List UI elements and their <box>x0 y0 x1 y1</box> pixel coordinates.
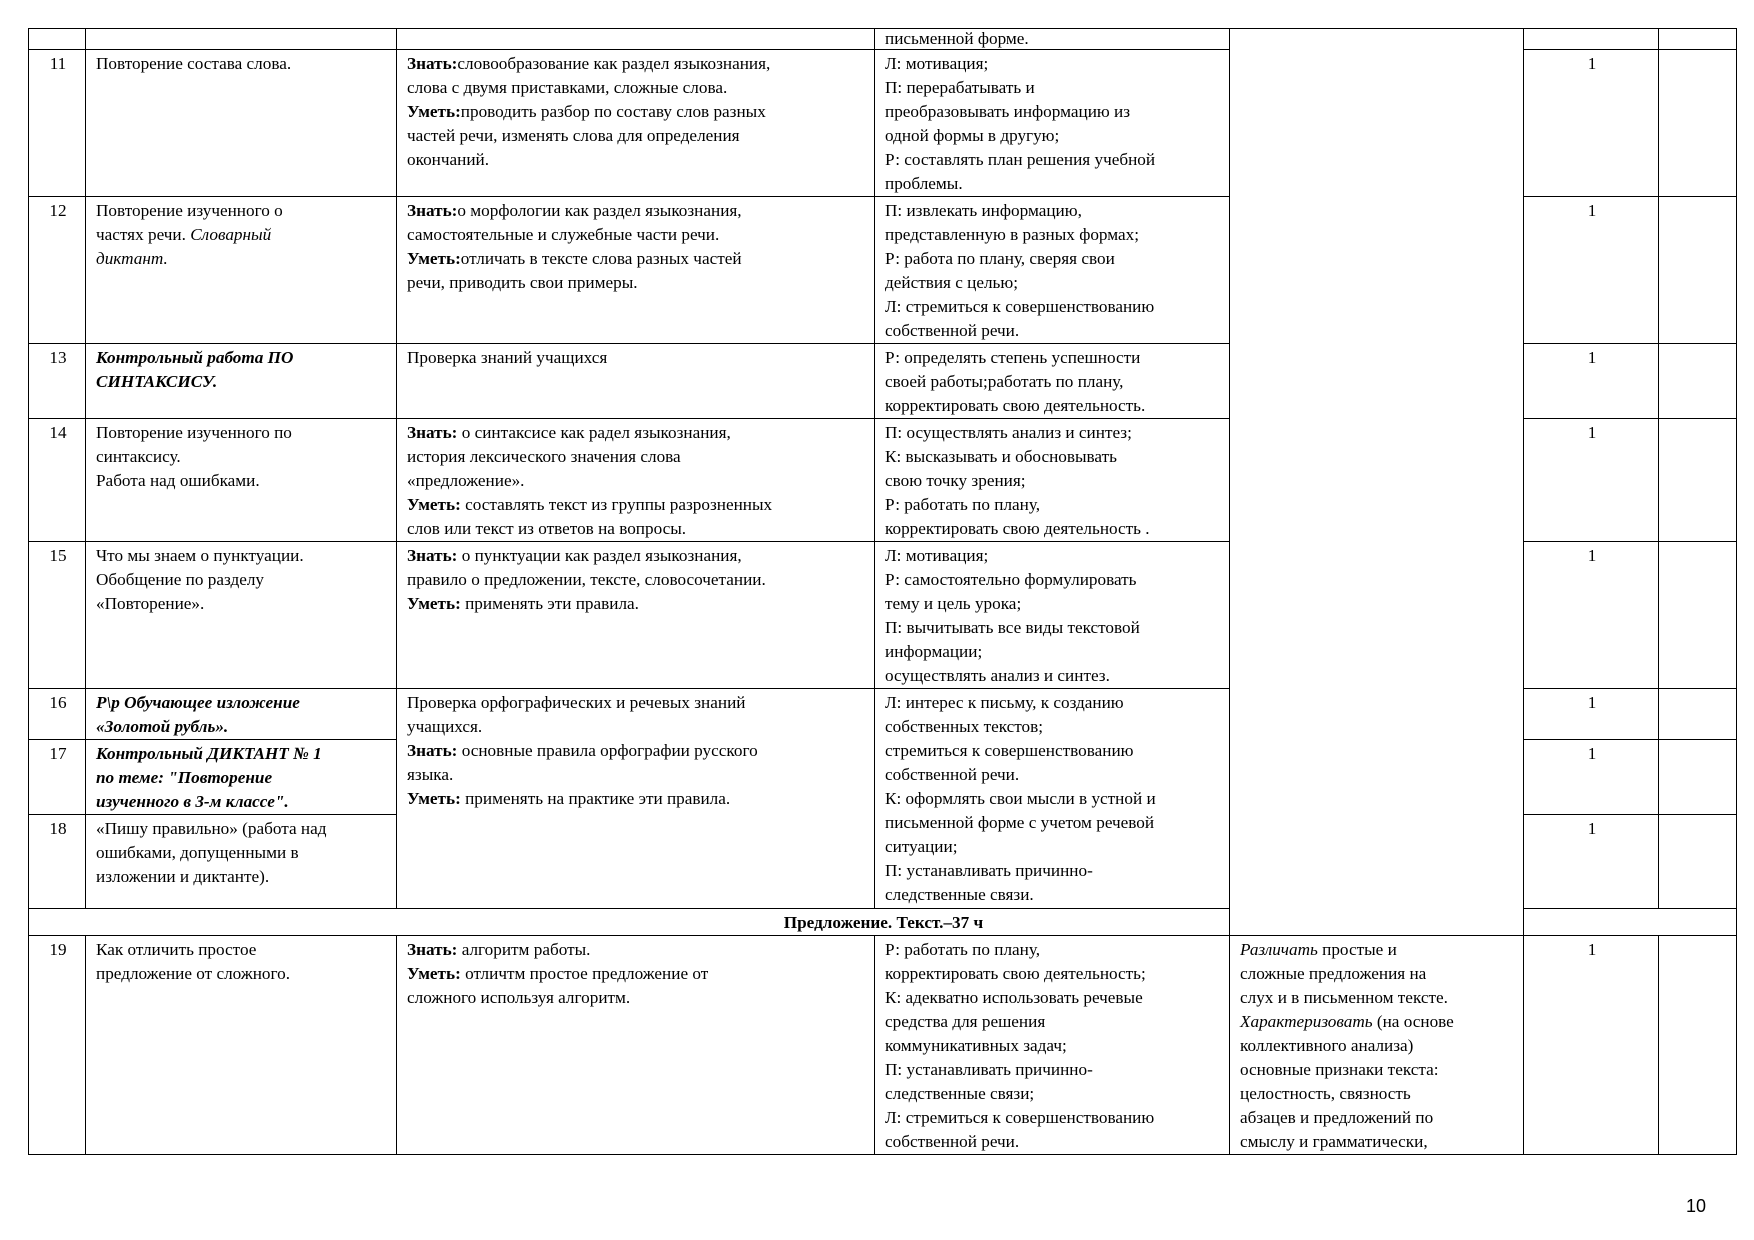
topic-line <box>96 223 388 247</box>
empty-cell <box>1659 419 1737 542</box>
can-line <box>407 247 866 271</box>
topic-italic-line: диктант. <box>96 249 168 268</box>
can-line <box>407 100 866 124</box>
content-line: Проверка знаний учащихся <box>407 348 608 367</box>
topic-cell <box>86 815 397 909</box>
can-line <box>407 148 866 172</box>
topic-line: «Золотой рубль». <box>96 717 229 736</box>
know-text: алгоритм работы. <box>457 940 591 959</box>
can-line <box>407 124 866 148</box>
lesson-number-cell <box>29 740 86 815</box>
topic-cell <box>86 419 397 542</box>
know-line <box>407 52 866 76</box>
topic-line: по теме: "Повторение <box>96 768 273 787</box>
topic-line <box>96 469 388 493</box>
uud-cell <box>875 542 1230 689</box>
can-text: применять на практике эти правила. <box>460 789 731 808</box>
hours-cell <box>1524 197 1659 344</box>
lesson-plan-table <box>28 28 1737 1155</box>
lesson-number: 12 <box>49 201 67 220</box>
know-text: история лексического значения слова <box>407 447 681 466</box>
uud-cell <box>875 197 1230 344</box>
know-line <box>407 568 866 592</box>
know-text: о пунктуации как раздел языкознания, <box>457 546 742 565</box>
uud-line: К: оформлять свои мысли в устной и <box>885 789 1156 808</box>
empty-cell <box>1659 197 1737 344</box>
can-line <box>407 271 866 295</box>
uud-line: стремиться к совершенствованию <box>885 741 1134 760</box>
can-text: слов или текст из ответов на вопросы. <box>407 519 687 538</box>
can-line <box>407 493 866 517</box>
can-label: Уметь: <box>407 594 461 613</box>
topic-line <box>96 938 388 962</box>
topic-line <box>96 865 388 889</box>
content-cell <box>397 542 875 689</box>
know-line <box>407 445 866 469</box>
know-text: словообразование как раздел языкознания, <box>457 54 771 73</box>
topic-line <box>96 962 388 986</box>
can-text: окончаний. <box>407 150 490 169</box>
lesson-number-cell <box>29 542 86 689</box>
hours-value: 1 <box>1587 546 1597 565</box>
activity-text: коллективного анализа) <box>1240 1036 1414 1055</box>
topic-line: Р\р Обучающее изложение <box>96 693 300 712</box>
can-text: отличать в тексте слова разных частей <box>460 249 742 268</box>
hours-value: 1 <box>1587 940 1597 959</box>
topic-text: Что мы знаем о пунктуации. <box>96 546 304 565</box>
uud-line: корректировать свою деятельность . <box>885 519 1150 538</box>
can-line <box>407 592 866 616</box>
know-label: Знать: <box>407 54 458 73</box>
can-text: отличтм простое предложение от <box>460 964 709 983</box>
hours-value: 1 <box>1587 819 1597 838</box>
uud-line: П: вычитывать все виды текстовой <box>885 618 1140 637</box>
uud-line: П: перерабатывать и <box>885 78 1035 97</box>
uud-line: письменной форме. <box>885 29 1029 48</box>
know-line <box>407 223 866 247</box>
uud-line: Л: стремиться к совершенствованию <box>885 1108 1155 1127</box>
can-line <box>407 986 866 1010</box>
topic-text: Повторение изученного по <box>96 423 292 442</box>
topic-cell <box>86 740 397 815</box>
activity-text: абзацев и предложений по <box>1240 1108 1434 1127</box>
content-cell <box>397 936 875 1155</box>
know-line <box>407 938 866 962</box>
empty-cell <box>1659 815 1737 909</box>
topic-line <box>96 817 388 841</box>
empty-cell <box>86 29 397 50</box>
topic-line <box>96 199 388 223</box>
activity-text: смыслу и грамматически, <box>1240 1132 1428 1151</box>
content-cell <box>397 344 875 419</box>
uud-cell <box>875 344 1230 419</box>
lesson-number: 15 <box>49 546 67 565</box>
uud-line: П: устанавливать причинно- <box>885 1060 1093 1079</box>
uud-line: коммуникативных задач; <box>885 1036 1067 1055</box>
uud-line: Л: интерес к письму, к созданию <box>885 693 1124 712</box>
uud-line: проблемы. <box>885 174 963 193</box>
activity-text: простые и <box>1317 940 1397 959</box>
activity-line <box>1240 938 1515 962</box>
can-line <box>407 962 866 986</box>
uud-line: Р: работать по плану, <box>885 940 1041 959</box>
uud-line: Р: определять степень успешности <box>885 348 1141 367</box>
topic-line: изученного в 3-м классе". <box>96 792 289 811</box>
know-text: о морфологии как раздел языкознания, <box>457 201 742 220</box>
lesson-number: 13 <box>49 348 67 367</box>
know-text: самостоятельные и служебные части речи. <box>407 225 720 244</box>
activity-line <box>1240 1058 1515 1082</box>
content-cell <box>397 50 875 197</box>
uud-line: Л: мотивация; <box>885 54 989 73</box>
topic-line <box>96 568 388 592</box>
empty-cell <box>1659 542 1737 689</box>
topic-line <box>96 544 388 568</box>
can-label: Уметь: <box>407 789 461 808</box>
know-label: Знать: <box>407 741 458 760</box>
lesson-number-cell <box>29 936 86 1155</box>
topic-line: Контрольный работа ПО <box>96 348 294 367</box>
lesson-number: 11 <box>49 54 67 73</box>
uud-line: собственной речи. <box>885 321 1020 340</box>
section-title: Предложение. Текст.–37 ч <box>29 909 1737 936</box>
content-line: Проверка орфографических и речевых знаний <box>407 693 746 712</box>
uud-cell <box>875 50 1230 197</box>
topic-line <box>96 421 388 445</box>
know-text: основные правила орфографии русского <box>457 741 758 760</box>
uud-line: письменной форме с учетом речевой <box>885 813 1155 832</box>
activity-line <box>1240 962 1515 986</box>
topic-text: «Пишу правильно» (работа над <box>96 819 327 838</box>
uud-line: информации; <box>885 642 983 661</box>
lesson-number-cell <box>29 197 86 344</box>
topic-cell <box>86 542 397 689</box>
hours-value: 1 <box>1587 54 1597 73</box>
can-text: сложного используя алгоритм. <box>407 988 631 1007</box>
activity-line <box>1240 1034 1515 1058</box>
activity-text: слух и в письменном тексте. <box>1240 988 1448 1007</box>
uud-line: собственной речи. <box>885 765 1020 784</box>
hours-cell <box>1524 936 1659 1155</box>
section-row <box>29 909 1737 936</box>
topic-text: «Повторение». <box>96 594 205 613</box>
hours-cell <box>1524 344 1659 419</box>
know-text: о синтаксисе как радел языкознания, <box>457 423 731 442</box>
uud-line: ситуации; <box>885 837 958 856</box>
can-label: Уметь: <box>407 249 461 268</box>
hours-cell <box>1524 689 1659 740</box>
topic-cell <box>86 689 397 740</box>
hours-cell <box>1524 542 1659 689</box>
uud-line: средства для решения <box>885 1012 1046 1031</box>
uud-line: Р: работа по плану, сверяя свои <box>885 249 1115 268</box>
topic-text: изложении и диктанте). <box>96 867 270 886</box>
uud-cell <box>875 936 1230 1155</box>
topic-text: Как отличить простое <box>96 940 257 959</box>
activity-line <box>1240 1106 1515 1130</box>
table-row <box>29 29 1737 50</box>
uud-line: корректировать свою деятельность; <box>885 964 1146 983</box>
uud-cell <box>875 419 1230 542</box>
can-line <box>407 517 866 541</box>
hours-cell <box>1524 740 1659 815</box>
lesson-number: 14 <box>49 423 67 442</box>
empty-cell <box>1659 29 1737 50</box>
hours-cell <box>1524 419 1659 542</box>
lesson-number-cell <box>29 815 86 909</box>
uud-line: одной формы в другую; <box>885 126 1060 145</box>
empty-cell <box>1524 29 1659 50</box>
know-line <box>407 763 866 787</box>
lesson-number: 16 <box>49 693 67 712</box>
know-label: Знать: <box>407 423 458 442</box>
hours-value: 1 <box>1587 348 1597 367</box>
empty-cell <box>1659 50 1737 197</box>
lesson-number-cell <box>29 344 86 419</box>
hours-value: 1 <box>1587 693 1597 712</box>
topic-line <box>96 445 388 469</box>
know-line <box>407 544 866 568</box>
activity-text: основные признаки текста: <box>1240 1060 1439 1079</box>
know-label: Знать: <box>407 201 458 220</box>
table-row <box>29 936 1737 1155</box>
uud-cell <box>875 689 1230 909</box>
uud-line: П: осуществлять анализ и синтез; <box>885 423 1132 442</box>
activity-text: Характеризовать <box>1240 1012 1373 1031</box>
can-text: составлять текст из группы разрозненных <box>460 495 773 514</box>
uud-line: осуществлять анализ и синтез. <box>885 666 1110 685</box>
can-text: проводить разбор по составу слов разных <box>460 102 766 121</box>
uud-line: Л: мотивация; <box>885 546 989 565</box>
uud-line: своей работы;работать по плану, <box>885 372 1124 391</box>
activity-cell <box>1230 29 1524 936</box>
topic-line <box>96 52 388 76</box>
can-line <box>407 787 866 811</box>
know-text: «предложение». <box>407 471 525 490</box>
can-text: частей речи, изменять слова для определения <box>407 126 740 145</box>
content-cell <box>397 689 875 909</box>
hours-value: 1 <box>1587 744 1597 763</box>
content-cell <box>397 197 875 344</box>
know-line <box>407 199 866 223</box>
uud-line: следственные связи; <box>885 1084 1035 1103</box>
know-line <box>407 421 866 445</box>
topic-line <box>96 841 388 865</box>
know-text: правило о предложении, тексте, словосочетании. <box>407 570 766 589</box>
uud-line: корректировать свою деятельность. <box>885 396 1146 415</box>
uud-line: Р: самостоятельно формулировать <box>885 570 1137 589</box>
uud-line: Р: составлять план решения учебной <box>885 150 1156 169</box>
activity-line <box>1240 1130 1515 1154</box>
empty-cell <box>397 29 875 50</box>
hours-cell <box>1524 50 1659 197</box>
know-line <box>407 469 866 493</box>
lesson-number-cell <box>29 50 86 197</box>
can-label: Уметь: <box>407 964 461 983</box>
topic-text: Работа над ошибками. <box>96 471 260 490</box>
activity-text: целостность, связность <box>1240 1084 1411 1103</box>
uud-line: собственной речи. <box>885 1132 1020 1151</box>
can-label: Уметь: <box>407 102 461 121</box>
uud-line: К: высказывать и обосновывать <box>885 447 1117 466</box>
hours-cell <box>1524 815 1659 909</box>
topic-line: Контрольный ДИКТАНТ № 1 <box>96 744 322 763</box>
page-number: 10 <box>1686 1196 1707 1216</box>
empty-cell <box>1659 689 1737 740</box>
topic-text: предложение от сложного. <box>96 964 291 983</box>
know-label: Знать: <box>407 940 458 959</box>
lesson-number: 17 <box>49 744 67 763</box>
uud-line: Л: стремиться к совершенствованию <box>885 297 1155 316</box>
topic-text: Обобщение по разделу <box>96 570 265 589</box>
lesson-number: 19 <box>49 940 67 959</box>
uud-line: свою точку зрения; <box>885 471 1026 490</box>
know-label: Знать: <box>407 546 458 565</box>
uud-line: действия с целью; <box>885 273 1019 292</box>
lesson-number-cell <box>29 689 86 740</box>
can-label: Уметь: <box>407 495 461 514</box>
can-text: речи, приводить свои примеры. <box>407 273 638 292</box>
activity-line <box>1240 986 1515 1010</box>
activity-text: сложные предложения на <box>1240 964 1427 983</box>
hours-value: 1 <box>1587 201 1597 220</box>
empty-cell <box>1659 740 1737 815</box>
topic-line <box>96 592 388 616</box>
topic-cell <box>86 344 397 419</box>
uud-line: представленную в разных формах; <box>885 225 1140 244</box>
hours-value: 1 <box>1587 423 1597 442</box>
topic-cell <box>86 936 397 1155</box>
know-line <box>407 76 866 100</box>
topic-cell <box>86 50 397 197</box>
activity-cell <box>1230 936 1524 1155</box>
lesson-number: 18 <box>49 819 67 838</box>
uud-line: тему и цель урока; <box>885 594 1022 613</box>
lesson-number-cell <box>29 419 86 542</box>
know-line <box>407 739 866 763</box>
activity-text: Различать <box>1240 940 1318 959</box>
topic-text: Повторение изученного о <box>96 201 283 220</box>
topic-italic-text: Словарный <box>190 225 272 244</box>
topic-text: Повторение состава слова. <box>96 54 292 73</box>
content-cell <box>397 419 875 542</box>
activity-line <box>1240 1082 1515 1106</box>
uud-line: Р: работать по плану, <box>885 495 1041 514</box>
uud-line: следственные связи. <box>885 885 1034 904</box>
activity-line <box>1240 1010 1515 1034</box>
topic-cell <box>86 197 397 344</box>
uud-cell <box>875 29 1230 50</box>
topic-text: ошибками, допущенными в <box>96 843 299 862</box>
uud-line: преобразовывать информацию из <box>885 102 1131 121</box>
uud-line: К: адекватно использовать речевые <box>885 988 1143 1007</box>
can-text: применять эти правила. <box>460 594 639 613</box>
uud-line: собственных текстов; <box>885 717 1044 736</box>
topic-text: частях речи. <box>96 225 186 244</box>
topic-text: синтаксису. <box>96 447 181 466</box>
empty-cell <box>1659 936 1737 1155</box>
empty-cell <box>1659 344 1737 419</box>
know-text: слова с двумя приставками, сложные слова. <box>407 78 728 97</box>
uud-line: П: извлекать информацию, <box>885 201 1082 220</box>
activity-text: (на основе <box>1372 1012 1454 1031</box>
empty-cell <box>29 29 86 50</box>
uud-line: П: устанавливать причинно- <box>885 861 1093 880</box>
know-text: языка. <box>407 765 454 784</box>
topic-line: СИНТАКСИСУ. <box>96 372 218 391</box>
content-line: учащихся. <box>407 717 483 736</box>
